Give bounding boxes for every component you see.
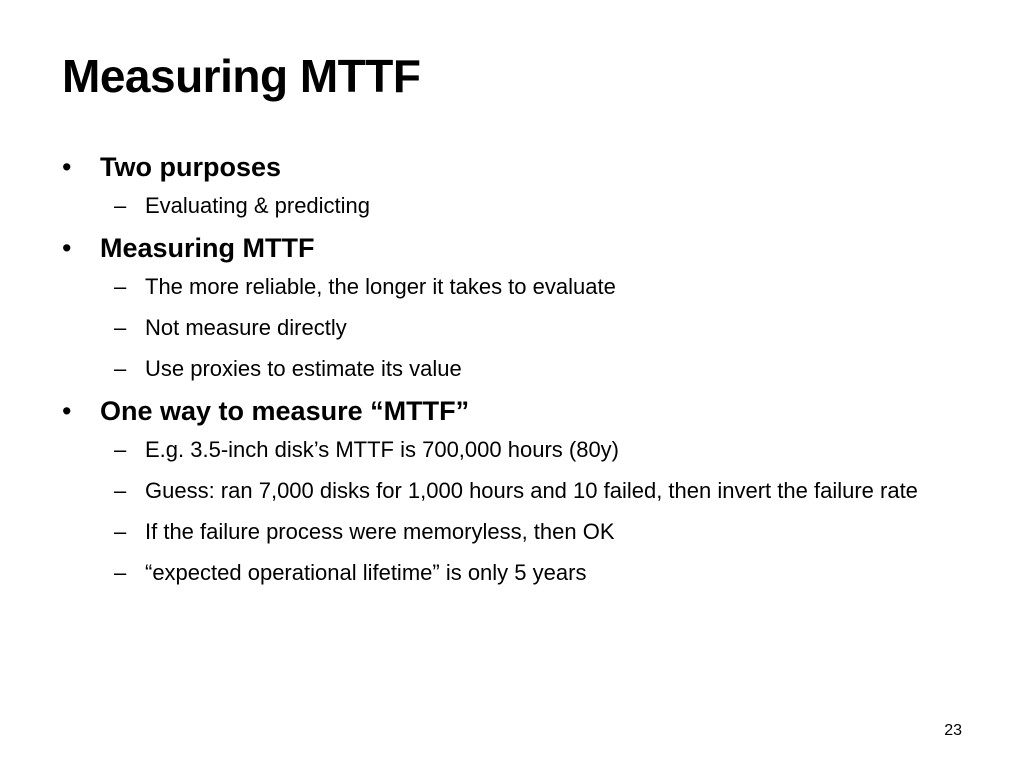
sub-bullet-item	[62, 557, 962, 588]
bullet-item	[62, 150, 962, 184]
sub-bullet-item	[62, 434, 962, 465]
sub-bullet-item	[62, 516, 962, 547]
sub-bullet-item	[62, 353, 962, 384]
bullet-icon: •	[62, 152, 72, 182]
sub-bullet-text: If the failure process were memoryless, then OK	[145, 519, 615, 544]
bullet-text: Two purposes	[100, 152, 282, 182]
sub-bullet-list	[62, 271, 962, 384]
sub-bullet-list	[62, 190, 962, 221]
sub-bullet-item	[62, 312, 962, 343]
slide-title: Measuring MTTF	[62, 50, 421, 102]
dash-icon: –	[114, 315, 127, 340]
dash-icon: –	[114, 193, 127, 218]
dash-icon: –	[114, 274, 127, 299]
bullet-item	[62, 231, 962, 265]
sub-bullet-item	[62, 271, 962, 302]
dash-icon: –	[114, 356, 127, 381]
sub-bullet-text: Use proxies to estimate its value	[145, 356, 462, 381]
sub-bullet-item	[62, 190, 962, 221]
dash-icon: –	[114, 560, 127, 585]
sub-bullet-text: Guess: ran 7,000 disks for 1,000 hours and 10 failed, then invert the failure rate	[145, 478, 918, 503]
dash-icon: –	[114, 437, 127, 462]
bullet-icon: •	[62, 396, 72, 426]
sub-bullet-text: Not measure directly	[145, 315, 347, 340]
page-number: 23	[944, 722, 962, 739]
dash-icon: –	[114, 478, 127, 503]
sub-bullet-list	[62, 434, 962, 588]
dash-icon: –	[114, 519, 127, 544]
bullet-text: One way to measure “MTTF”	[100, 396, 470, 426]
bullet-item	[62, 394, 962, 428]
sub-bullet-item	[62, 475, 962, 506]
sub-bullet-text: The more reliable, the longer it takes to evaluate	[145, 274, 616, 299]
bullet-text: Measuring MTTF	[100, 233, 315, 263]
sub-bullet-text: Evaluating & predicting	[145, 193, 371, 218]
sub-bullet-text: E.g. 3.5-inch disk’s MTTF is 700,000 hours (80y)	[145, 437, 620, 462]
sub-bullet-text: “expected operational lifetime” is only 5 years	[145, 560, 587, 585]
bullet-list	[62, 150, 962, 598]
bullet-icon: •	[62, 233, 72, 263]
